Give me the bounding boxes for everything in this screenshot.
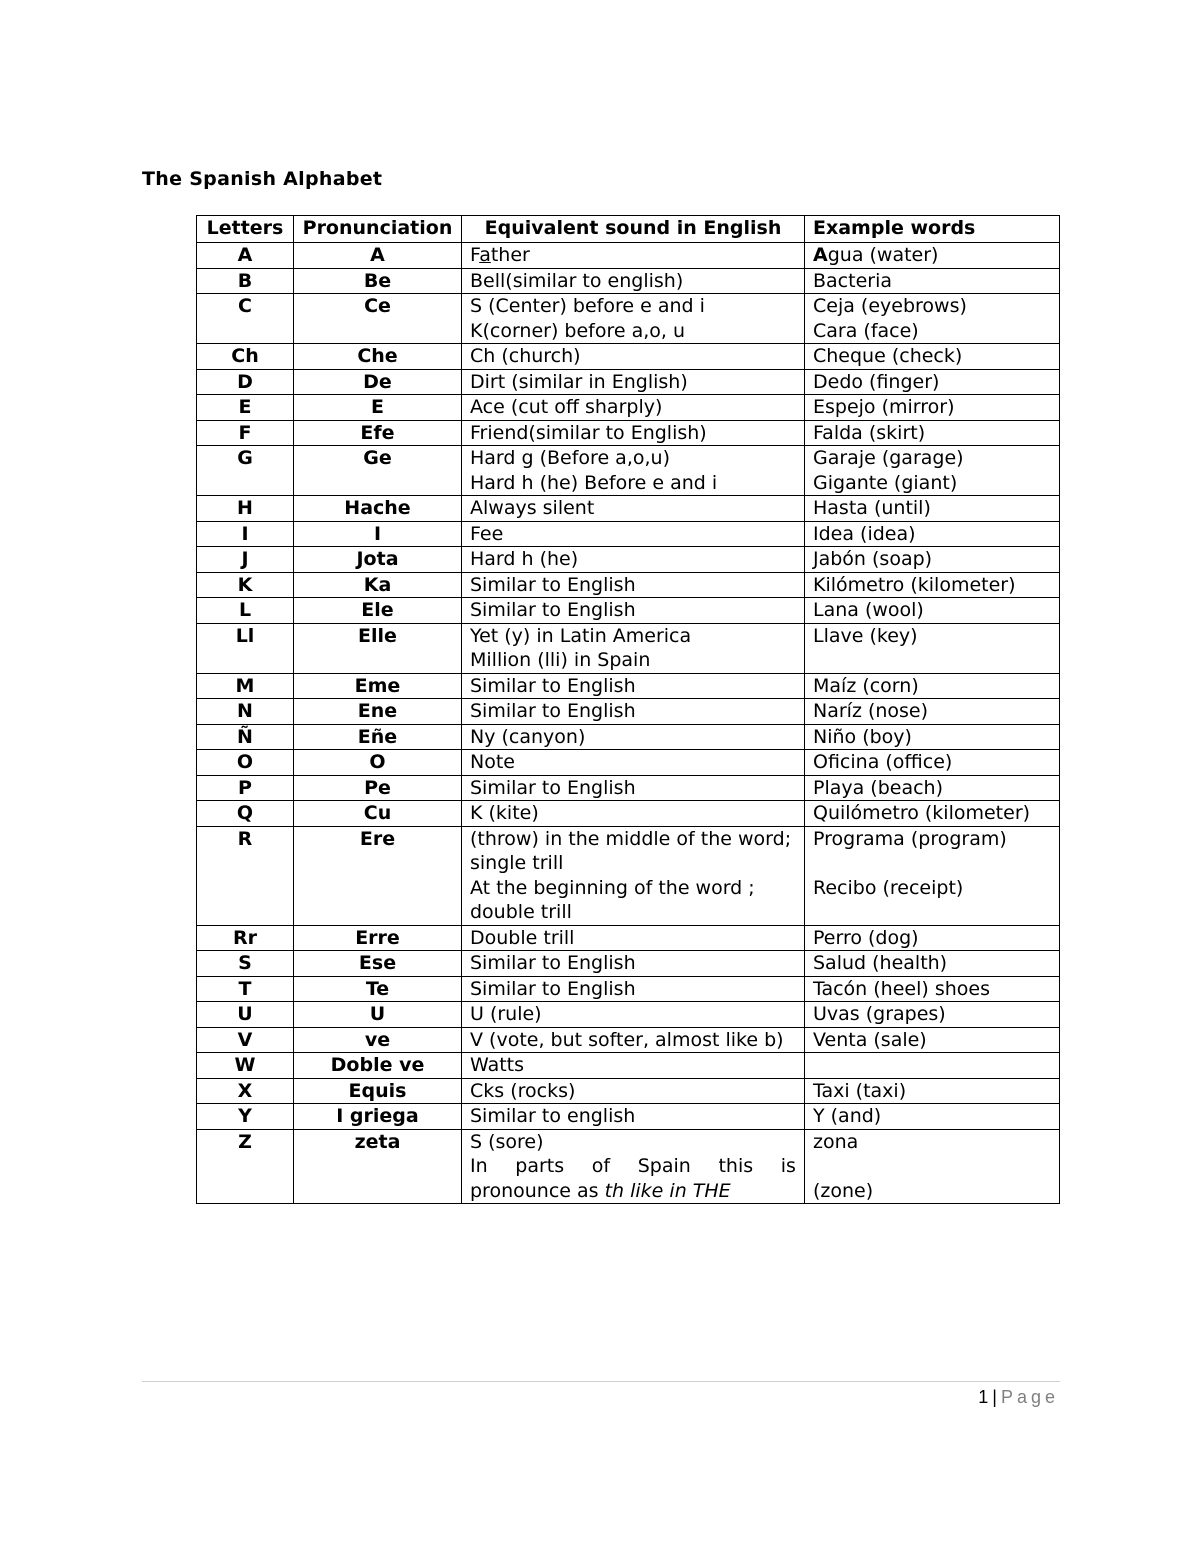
- equivalent-word: In: [470, 1155, 488, 1177]
- letter-cell: H: [197, 496, 294, 522]
- equivalent-cell: [462, 369, 805, 395]
- equivalent-cell: [462, 547, 805, 573]
- pronunciation-cell: Doble ve: [294, 1053, 462, 1079]
- table-row: [197, 294, 1060, 344]
- equivalent-cell: [462, 724, 805, 750]
- example-line: Cara (face): [813, 319, 919, 342]
- equivalent-line: K(corner) before a,o, u: [470, 319, 686, 342]
- letter-cell: X: [197, 1078, 294, 1104]
- equivalent-line: Similar to English: [470, 700, 636, 722]
- letter-cell: Z: [197, 1129, 294, 1204]
- table-row: [197, 598, 1060, 624]
- example-cell: [805, 976, 1060, 1002]
- equivalent-line: Similar to English: [470, 674, 636, 697]
- example-line: Kilómetro (kilometer): [813, 573, 1016, 596]
- table-row: [197, 572, 1060, 598]
- equivalent-cell: [462, 395, 805, 421]
- pronunciation-cell: Elle: [294, 623, 462, 673]
- example-cell: [805, 1002, 1060, 1028]
- example-line: Falda (skirt): [813, 421, 926, 444]
- equivalent-cell: [462, 521, 805, 547]
- example-line: Espejo (mirror): [813, 396, 955, 418]
- table-row: [197, 925, 1060, 951]
- pronunciation-cell: Eñe: [294, 724, 462, 750]
- table-row: [197, 446, 1060, 496]
- example-line: Playa (beach): [813, 776, 944, 799]
- example-line: Idea (idea): [813, 522, 916, 545]
- example-cell: [805, 1129, 1060, 1204]
- equivalent-line: Similar to English: [470, 977, 636, 1000]
- equivalent-cell: [462, 673, 805, 699]
- table-row: [197, 243, 1060, 269]
- pronunciation-cell: Ese: [294, 951, 462, 977]
- example-cell: [805, 496, 1060, 522]
- example-line: Salud (health): [813, 952, 948, 974]
- table-row: [197, 775, 1060, 801]
- letter-cell: D: [197, 369, 294, 395]
- pronunciation-cell: Ele: [294, 598, 462, 624]
- example-cell: [805, 673, 1060, 699]
- example-text: gua (water): [827, 244, 939, 266]
- equivalent-cell: [462, 344, 805, 370]
- example-cell: [805, 1078, 1060, 1104]
- table-row: [197, 976, 1060, 1002]
- example-line: Cheque (check): [813, 345, 963, 367]
- equivalent-cell: [462, 243, 805, 269]
- equivalent-line: Dirt (similar in English): [470, 370, 688, 393]
- example-line: Oficina (office): [813, 751, 953, 773]
- example-cell: [805, 369, 1060, 395]
- equivalent-line: Always silent: [470, 497, 595, 519]
- table-row: [197, 724, 1060, 750]
- page-footer: [978, 1387, 1059, 1408]
- letter-cell: O: [197, 750, 294, 776]
- letter-cell: P: [197, 775, 294, 801]
- equivalent-line: double trill: [470, 901, 572, 923]
- letter-cell: T: [197, 976, 294, 1002]
- equivalent-line: At the beginning of the word ;: [470, 876, 755, 899]
- footer-separator: |: [992, 1387, 997, 1407]
- example-spacer: [813, 851, 1051, 876]
- equivalent-line: single trill: [470, 852, 564, 874]
- example-line: Recibo (receipt): [813, 876, 964, 899]
- equivalent-line: Yet (y) in Latin America: [470, 624, 692, 647]
- equivalent-cell: [462, 496, 805, 522]
- pronunciation-cell: O: [294, 750, 462, 776]
- example-line: Maíz (corn): [813, 674, 919, 697]
- pronunciation-cell: Pe: [294, 775, 462, 801]
- pronunciation-cell: Efe: [294, 420, 462, 446]
- equivalent-cell: [462, 1002, 805, 1028]
- example-cell: [805, 572, 1060, 598]
- equivalent-line: Similar to English: [470, 573, 636, 596]
- header-equivalent: Equivalent sound in English: [462, 216, 805, 243]
- header-letters: Letters: [197, 216, 294, 243]
- equivalent-underlined: a: [479, 244, 491, 266]
- letter-cell: K: [197, 572, 294, 598]
- example-cell: [805, 1104, 1060, 1130]
- example-cell: [805, 724, 1060, 750]
- letter-cell: I: [197, 521, 294, 547]
- example-line: Hasta (until): [813, 497, 931, 519]
- table-row: [197, 1027, 1060, 1053]
- example-cell: [805, 801, 1060, 827]
- example-cell: [805, 623, 1060, 673]
- table-row: [197, 420, 1060, 446]
- pronunciation-cell: Ge: [294, 446, 462, 496]
- table-header-row: [197, 216, 1060, 243]
- pronunciation-cell: Che: [294, 344, 462, 370]
- table-row: [197, 1053, 1060, 1079]
- example-line: Quilómetro (kilometer): [813, 802, 1031, 824]
- equivalent-word: parts: [515, 1155, 565, 1177]
- example-line: Taxi (taxi): [813, 1079, 907, 1102]
- equivalent-cell: [462, 420, 805, 446]
- example-line: Perro (dog): [813, 926, 919, 949]
- letter-cell: Q: [197, 801, 294, 827]
- pronunciation-cell: Be: [294, 268, 462, 294]
- example-cell: [805, 598, 1060, 624]
- letter-cell: Y: [197, 1104, 294, 1130]
- example-line: Ceja (eyebrows): [813, 295, 967, 317]
- pronunciation-cell: Cu: [294, 801, 462, 827]
- letter-cell: S: [197, 951, 294, 977]
- equivalent-line: Ch (church): [470, 345, 581, 367]
- equivalent-line: (throw) in the middle of the word;: [470, 827, 792, 850]
- example-line: zona: [813, 1130, 859, 1153]
- equivalent-line: Ny (canyon): [470, 725, 586, 748]
- equivalent-cell: [462, 801, 805, 827]
- table-row: [197, 1104, 1060, 1130]
- pronunciation-cell: Equis: [294, 1078, 462, 1104]
- equivalent-cell: [462, 976, 805, 1002]
- equivalent-line: Similar to english: [470, 1105, 636, 1127]
- alphabet-table: [196, 215, 1060, 1204]
- equivalent-text: ther: [490, 244, 530, 266]
- letter-cell: C: [197, 294, 294, 344]
- example-line: Dedo (finger): [813, 370, 940, 393]
- table-row: [197, 750, 1060, 776]
- pronunciation-cell: I griega: [294, 1104, 462, 1130]
- example-spacer: [813, 1154, 1051, 1179]
- equivalent-cell: [462, 925, 805, 951]
- equivalent-line: Fee: [470, 522, 504, 545]
- table-row: [197, 801, 1060, 827]
- example-line: Venta (sale): [813, 1028, 927, 1051]
- pronunciation-cell: Te: [294, 976, 462, 1002]
- table-row: [197, 1129, 1060, 1204]
- pronunciation-cell: E: [294, 395, 462, 421]
- equivalent-line: Similar to English: [470, 776, 636, 799]
- letter-cell: F: [197, 420, 294, 446]
- example-line: Jabón (soap): [813, 548, 933, 570]
- example-cell: [805, 775, 1060, 801]
- example-line: Garaje (garage): [813, 447, 964, 469]
- example-line: Naríz (nose): [813, 700, 929, 722]
- equivalent-line: Friend(similar to English): [470, 421, 707, 444]
- example-cell: [805, 521, 1060, 547]
- table-row: [197, 496, 1060, 522]
- table-body: [197, 243, 1060, 1204]
- example-line: Niño (boy): [813, 725, 912, 748]
- pronunciation-cell: zeta: [294, 1129, 462, 1204]
- pronunciation-cell: Ce: [294, 294, 462, 344]
- equivalent-line: Note: [470, 751, 515, 773]
- equivalent-cell: [462, 699, 805, 725]
- table-row: [197, 369, 1060, 395]
- example-line: Programa (program): [813, 827, 1007, 850]
- equivalent-italic: th like in THE: [604, 1179, 731, 1202]
- letter-cell: Ch: [197, 344, 294, 370]
- equivalent-cell: [462, 951, 805, 977]
- letter-cell: B: [197, 268, 294, 294]
- equivalent-line: Hard g (Before a,o,u): [470, 447, 670, 469]
- equivalent-word: Spain: [637, 1155, 691, 1177]
- table-row: [197, 395, 1060, 421]
- letter-cell: G: [197, 446, 294, 496]
- equivalent-line: U (rule): [470, 1003, 542, 1025]
- pronunciation-cell: Eme: [294, 673, 462, 699]
- example-cell: [805, 243, 1060, 269]
- letter-cell: M: [197, 673, 294, 699]
- footer-divider: [142, 1381, 1060, 1382]
- example-line: Lana (wool): [813, 599, 924, 621]
- equivalent-justified-line: [470, 1154, 796, 1179]
- table-row: [197, 521, 1060, 547]
- equivalent-cell: [462, 1129, 805, 1204]
- letter-cell: Ll: [197, 623, 294, 673]
- example-cell: [805, 951, 1060, 977]
- example-cell: [805, 395, 1060, 421]
- equivalent-line: Watts: [470, 1054, 525, 1076]
- example-cell: [805, 294, 1060, 344]
- example-cell: [805, 925, 1060, 951]
- equivalent-cell: [462, 1027, 805, 1053]
- pronunciation-cell: Ene: [294, 699, 462, 725]
- equivalent-cell: [462, 294, 805, 344]
- table-row: [197, 547, 1060, 573]
- letter-cell: N: [197, 699, 294, 725]
- example-spacer: [813, 1053, 1051, 1078]
- equivalent-cell: [462, 1053, 805, 1079]
- equivalent-line: Million (lli) in Spain: [470, 649, 651, 671]
- letter-cell: L: [197, 598, 294, 624]
- equivalent-line: Similar to English: [470, 599, 636, 621]
- letter-cell: A: [197, 243, 294, 269]
- equivalent-line: Similar to English: [470, 952, 636, 974]
- pronunciation-cell: Hache: [294, 496, 462, 522]
- equivalent-line: S (Center) before e and i: [470, 295, 705, 317]
- equivalent-cell: [462, 1078, 805, 1104]
- letter-cell: V: [197, 1027, 294, 1053]
- example-line: Tacón (heel) shoes: [813, 977, 990, 1000]
- equivalent-line: Double trill: [470, 926, 575, 949]
- example-cell: [805, 1053, 1060, 1079]
- example-line: Bacteria: [813, 269, 892, 292]
- page-label: Page: [1000, 1387, 1059, 1407]
- equivalent-text: F: [470, 244, 480, 266]
- example-cell: [805, 547, 1060, 573]
- equivalent-cell: [462, 775, 805, 801]
- equivalent-cell: [462, 750, 805, 776]
- example-line: (zone): [813, 1179, 874, 1202]
- header-pronunciation: Pronunciation: [294, 216, 462, 243]
- example-line: Y (and): [813, 1105, 882, 1127]
- example-cell: [805, 750, 1060, 776]
- example-initial: A: [813, 244, 828, 266]
- equivalent-line: [470, 1179, 796, 1204]
- pronunciation-cell: Ere: [294, 826, 462, 925]
- header-examples: Example words: [805, 216, 1060, 243]
- letter-cell: E: [197, 395, 294, 421]
- pronunciation-cell: A: [294, 243, 462, 269]
- pronunciation-cell: ve: [294, 1027, 462, 1053]
- example-cell: [805, 826, 1060, 925]
- table-row: [197, 826, 1060, 925]
- equivalent-cell: [462, 268, 805, 294]
- pronunciation-cell: Jota: [294, 547, 462, 573]
- example-line: Llave (key): [813, 624, 918, 647]
- letter-cell: W: [197, 1053, 294, 1079]
- table-row: [197, 951, 1060, 977]
- example-line: Gigante (giant): [813, 471, 958, 494]
- pronunciation-cell: I: [294, 521, 462, 547]
- equivalent-cell: [462, 826, 805, 925]
- example-cell: [805, 1027, 1060, 1053]
- equivalent-cell: [462, 623, 805, 673]
- equivalent-line: V (vote, but softer, almost like b): [470, 1028, 784, 1051]
- page-number: 1: [978, 1387, 989, 1407]
- equivalent-cell: [462, 598, 805, 624]
- equivalent-line: Bell(similar to english): [470, 269, 684, 292]
- equivalent-word: is: [780, 1155, 796, 1177]
- equivalent-word: of: [591, 1155, 611, 1177]
- pronunciation-cell: Ka: [294, 572, 462, 598]
- pronunciation-cell: De: [294, 369, 462, 395]
- example-cell: [805, 268, 1060, 294]
- table-row: [197, 1078, 1060, 1104]
- table-row: [197, 344, 1060, 370]
- page-title: The Spanish Alphabet: [142, 168, 383, 190]
- equivalent-line: K (kite): [470, 802, 539, 824]
- letter-cell: Rr: [197, 925, 294, 951]
- equivalent-word: this: [718, 1155, 754, 1177]
- letter-cell: J: [197, 547, 294, 573]
- equivalent-cell: [462, 1104, 805, 1130]
- example-cell: [805, 420, 1060, 446]
- equivalent-line: Ace (cut off sharply): [470, 396, 663, 418]
- letter-cell: U: [197, 1002, 294, 1028]
- example-line: Uvas (grapes): [813, 1003, 946, 1025]
- table-row: [197, 699, 1060, 725]
- example-cell: [805, 699, 1060, 725]
- equivalent-cell: [462, 572, 805, 598]
- table-row: [197, 623, 1060, 673]
- letter-cell: R: [197, 826, 294, 925]
- equivalent-text: pronounce as: [470, 1179, 605, 1202]
- equivalent-line: Hard h (he) Before e and i: [470, 471, 718, 494]
- table-row: [197, 268, 1060, 294]
- pronunciation-cell: Erre: [294, 925, 462, 951]
- table-row: [197, 1002, 1060, 1028]
- letter-cell: Ñ: [197, 724, 294, 750]
- equivalent-line: Hard h (he): [470, 548, 579, 570]
- equivalent-line: Cks (rocks): [470, 1079, 576, 1102]
- pronunciation-cell: U: [294, 1002, 462, 1028]
- example-cell: [805, 446, 1060, 496]
- equivalent-cell: [462, 446, 805, 496]
- equivalent-line: S (sore): [470, 1130, 544, 1153]
- example-cell: [805, 344, 1060, 370]
- table-row: [197, 673, 1060, 699]
